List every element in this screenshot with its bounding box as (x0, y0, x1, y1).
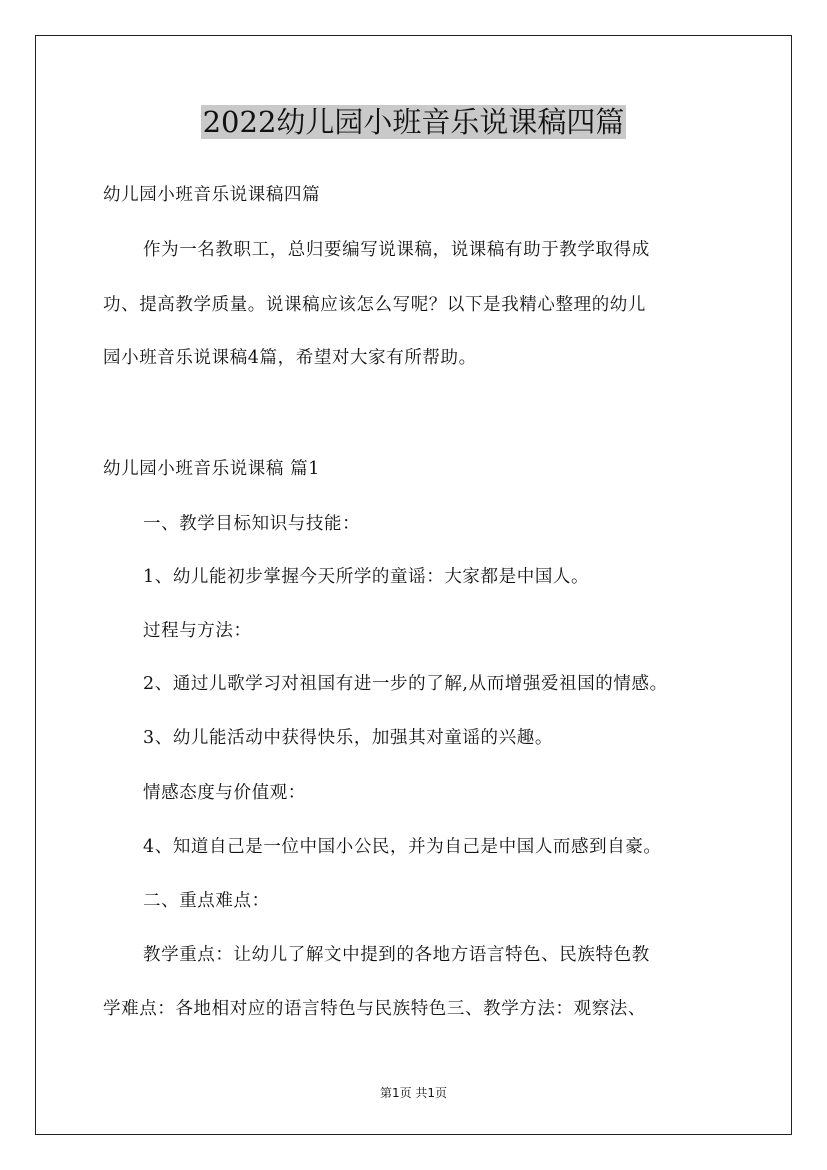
subtitle: 幼儿园小班音乐说课稿四篇 (103, 185, 321, 205)
document-title-wrap (0, 100, 827, 144)
document-title: 2022幼儿园小班音乐说课稿四篇 (202, 105, 625, 139)
body-line-6: 情感态度与价值观： (143, 783, 306, 803)
body-line-5: 3、幼儿能活动中获得快乐，加强其对童谣的兴趣。 (143, 728, 553, 748)
body-line-8: 二、重点难点： (143, 891, 270, 911)
intro-line-3: 园小班音乐说课稿4篇，希望对大家有所帮助。 (103, 348, 477, 368)
body-line-3: 过程与方法： (143, 621, 252, 641)
intro-line-2: 功、提高教学质量。说课稿应该怎么写呢？以下是我精心整理的幼儿 (103, 295, 646, 315)
body-line-7: 4、知道自己是一位中国小公民，并为自己是中国人而感到自豪。 (143, 837, 662, 857)
body-line-2: 1、幼儿能初步掌握今天所学的童谣：大家都是中国人。 (143, 567, 590, 587)
page-footer: 第1页 共1页 (379, 1086, 448, 1100)
section-heading: 幼儿园小班音乐说课稿 篇1 (103, 459, 320, 479)
body-line-1: 一、教学目标知识与技能： (143, 514, 361, 534)
body-line-4: 2、通过儿歌学习对祖国有进一步的了解,从而增强爱祖国的情感。 (143, 674, 668, 694)
body-line-9: 教学重点：让幼儿了解文中提到的各地方语言特色、民族特色教 (143, 945, 650, 965)
body-line-10: 学难点：各地相对应的语言特色与民族特色三、教学方法：观察法、 (103, 999, 646, 1019)
intro-line-1: 作为一名教职工，总归要编写说课稿，说课稿有助于教学取得成 (143, 240, 650, 260)
